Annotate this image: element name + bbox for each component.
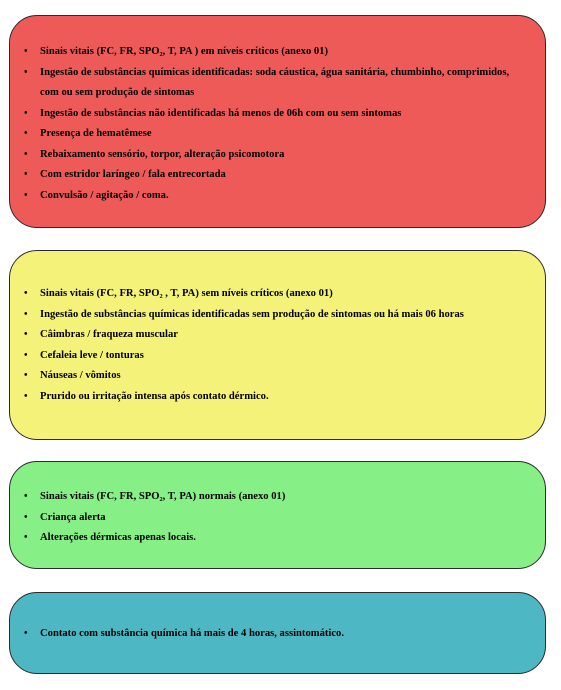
- bullet-icon: •: [24, 370, 28, 381]
- bullet-icon: •: [24, 390, 28, 402]
- list-item: • Prurido ou irritação intensa após contato dérmico.: [20, 387, 545, 408]
- bullet-icon: •: [24, 66, 28, 78]
- bullet-icon: •: [24, 189, 28, 201]
- teal-criteria-list: [20, 624, 545, 645]
- list-item: • Sinais vitais (FC, FR, SPO₂ , T, PA) sem níveis críticos (anexo 01): [20, 284, 545, 305]
- bullet-icon: •: [24, 107, 28, 119]
- bullet-icon: •: [24, 511, 28, 523]
- list-item: • Contato com substância química há mais de 4 horas, assintomático.: [20, 624, 545, 645]
- list-item: • Ingestão de substâncias não identificadas há menos de 06h com ou sem sintomas: [20, 104, 545, 125]
- red-priority-box: [9, 15, 546, 228]
- yellow-criteria-list: [20, 284, 545, 407]
- bullet-icon: •: [24, 349, 28, 361]
- list-item: • Ingestão de substâncias químicas identificadas: soda cáustica, água sanitária, chumbinho, comprimidos, com ou sem produção de sintomas: [20, 63, 515, 104]
- bullet-icon: •: [24, 169, 28, 180]
- list-item: • Sinais vitais (FC, FR, SPO₂, T, PA) normais (anexo 01): [20, 487, 545, 508]
- bullet-icon: •: [24, 628, 28, 639]
- green-priority-box: [9, 461, 546, 569]
- green-criteria-list: [20, 487, 545, 549]
- list-item: • Câimbras / fraqueza muscular: [20, 325, 545, 346]
- bullet-icon: •: [24, 148, 28, 160]
- bullet-icon: •: [24, 288, 28, 299]
- list-item: • Cefaleia leve / tonturas: [20, 346, 545, 367]
- red-criteria-list: [20, 42, 545, 206]
- list-item: • Sinais vitais (FC, FR, SPO₂, T, PA ) em níveis críticos (anexo 01): [20, 42, 545, 63]
- list-item: • Ingestão de substâncias químicas identificadas sem produção de sintomas ou há mais 06 horas: [20, 305, 545, 326]
- bullet-icon: •: [24, 46, 28, 57]
- bullet-icon: •: [24, 532, 28, 543]
- list-item: • Alterações dérmicas apenas locais.: [20, 528, 545, 549]
- bullet-icon: •: [24, 308, 28, 320]
- list-item: • Presença de hematêmese: [20, 124, 545, 145]
- bullet-icon: •: [24, 128, 28, 139]
- yellow-priority-box: [9, 250, 546, 440]
- list-item: • Náuseas / vômitos: [20, 366, 545, 387]
- list-item: • Convulsão / agitação / coma.: [20, 186, 545, 207]
- list-item: • Criança alerta: [20, 508, 545, 529]
- bullet-icon: •: [24, 491, 28, 502]
- list-item: • Com estridor laríngeo / fala entrecortada: [20, 165, 545, 186]
- bullet-icon: •: [24, 329, 28, 340]
- list-item: • Rebaixamento sensório, torpor, alteração psicomotora: [20, 145, 545, 166]
- teal-priority-box: [9, 592, 546, 674]
